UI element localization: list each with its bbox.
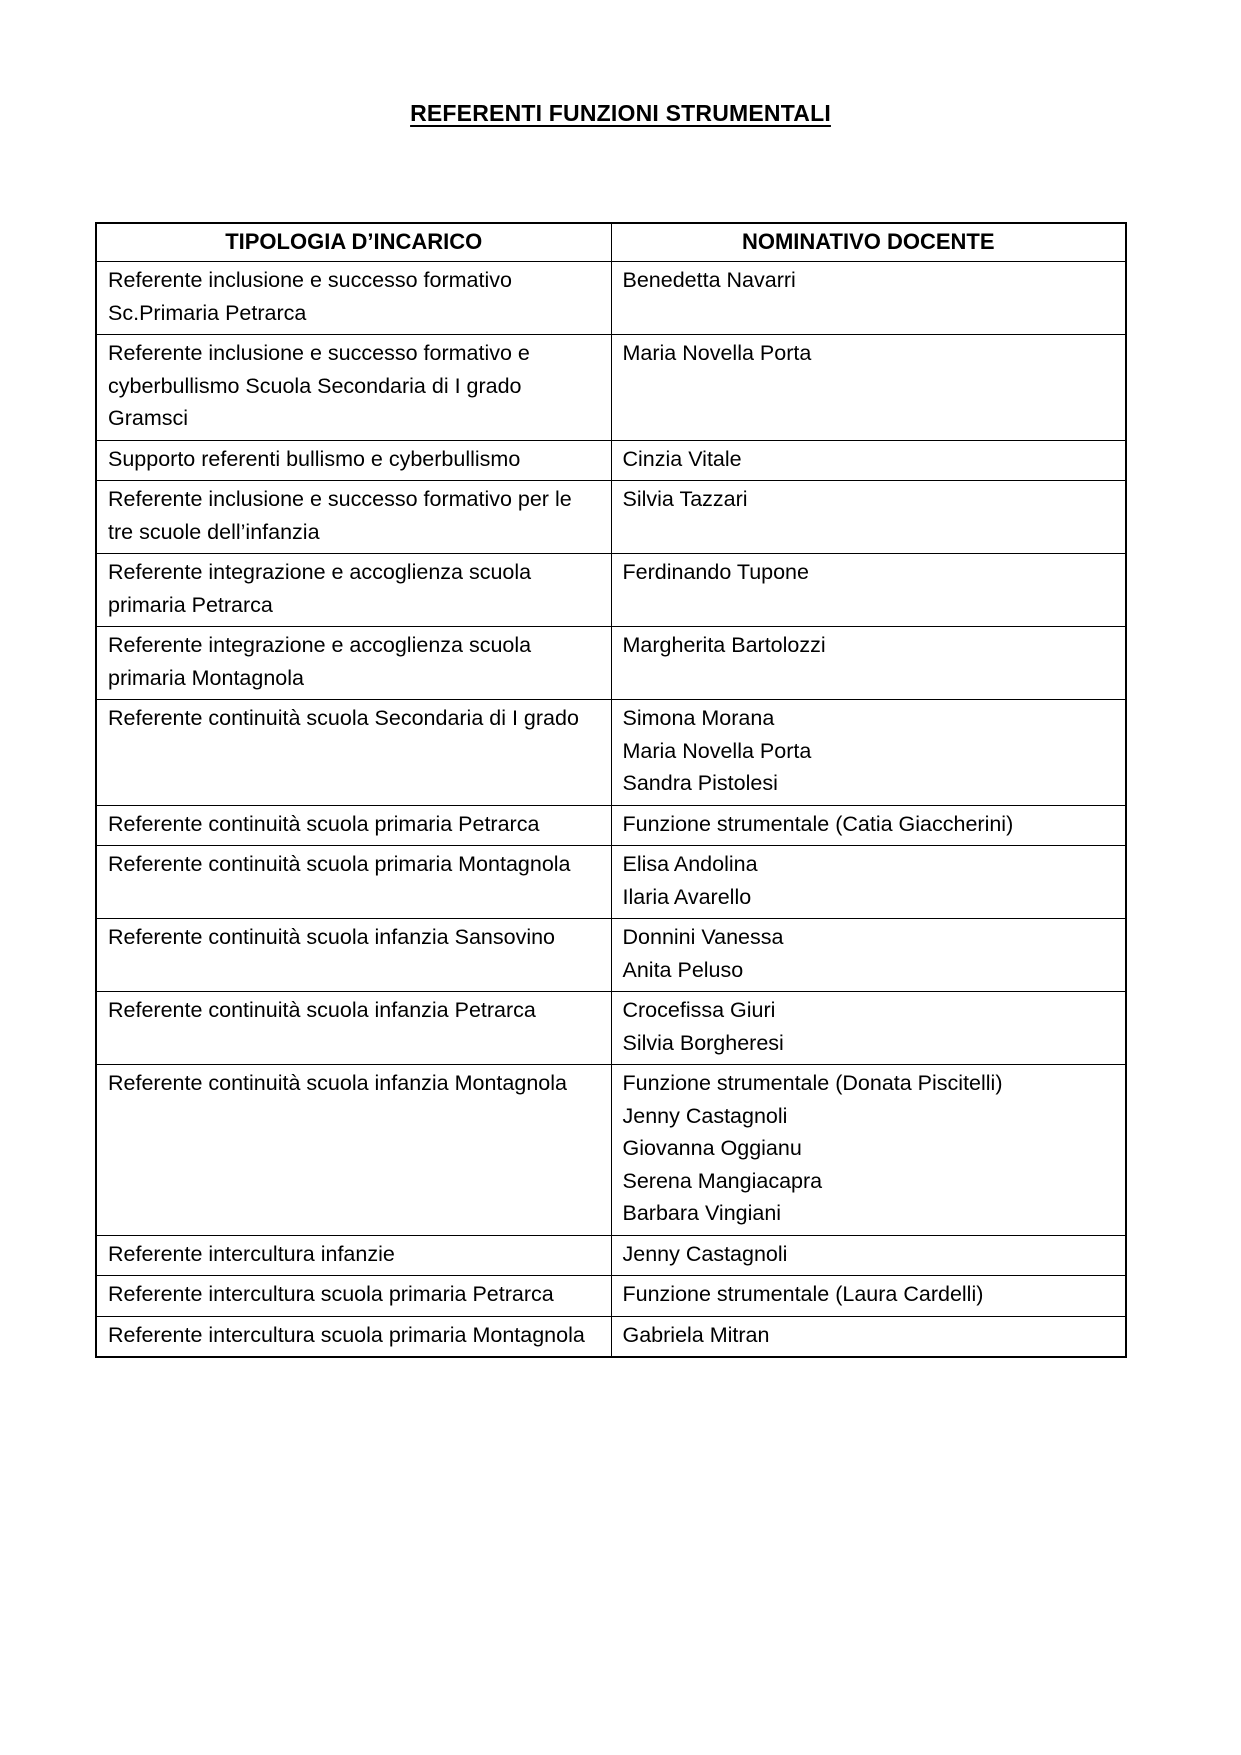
- incarico-cell: Referente integrazione e accoglienza scuola primaria Petrarca: [96, 554, 611, 627]
- table-row: [96, 919, 1126, 992]
- docente-name: Jenny Castagnoli: [622, 1241, 788, 1266]
- docente-cell: [611, 1316, 1126, 1357]
- docente-name: Maria Novella Porta: [622, 738, 812, 763]
- table-row: [96, 846, 1126, 919]
- incarico-cell: Referente continuità scuola infanzia Petrarca: [96, 992, 611, 1065]
- incarico-cell: Supporto referenti bullismo e cyberbullismo: [96, 440, 611, 481]
- docente-name: Silvia Borgheresi: [622, 1030, 784, 1055]
- docente-name: Ilaria Avarello: [622, 884, 752, 909]
- incarico-cell: Referente continuità scuola infanzia Montagnola: [96, 1065, 611, 1236]
- docente-cell: [611, 1235, 1126, 1276]
- incarico-cell: Referente continuità scuola Secondaria di I grado: [96, 700, 611, 806]
- incarico-cell: Referente continuità scuola infanzia Sansovino: [96, 919, 611, 992]
- table-header: [96, 223, 1126, 262]
- table-row: [96, 700, 1126, 806]
- docente-name: Simona Morana: [622, 706, 775, 730]
- docente-name: Sandra Pistolesi: [622, 771, 778, 795]
- table-row: [96, 262, 1126, 335]
- docente-name: Ferdinando Tupone: [622, 560, 809, 584]
- docente-cell: [611, 627, 1126, 700]
- incarico-cell: Referente integrazione e accoglienza scuola primaria Montagnola: [96, 627, 611, 700]
- docente-cell: [611, 992, 1126, 1065]
- incarico-cell: Referente inclusione e successo formativo Sc.Primaria Petrarca: [96, 262, 611, 335]
- table-row: [96, 1276, 1126, 1317]
- incarico-cell: Referente continuità scuola primaria Montagnola: [96, 846, 611, 919]
- docente-name: Maria Novella Porta: [622, 341, 812, 365]
- docente-cell: [611, 919, 1126, 992]
- docente-cell: [611, 1065, 1126, 1236]
- table-row: [96, 992, 1126, 1065]
- docente-name: Funzione strumentale (Donata Piscitelli): [622, 1071, 1003, 1095]
- docente-name: Donnini Vanessa: [622, 925, 784, 949]
- docente-cell: [611, 481, 1126, 554]
- docente-name: Cinzia Vitale: [622, 446, 742, 471]
- docente-name: Barbara Vingiani: [622, 1201, 782, 1225]
- docente-name: Giovanna Oggianu: [622, 1136, 802, 1160]
- docente-cell: [611, 1276, 1126, 1317]
- docente-name: Crocefissa Giuri: [622, 998, 776, 1022]
- table-body: [96, 262, 1126, 1358]
- docente-cell: [611, 554, 1126, 627]
- docente-cell: [611, 700, 1126, 806]
- docente-cell: [611, 805, 1126, 846]
- table-row: [96, 1235, 1126, 1276]
- docente-name: Funzione strumentale (Catia Giaccherini): [622, 811, 1014, 836]
- table-row: [96, 440, 1126, 481]
- table-row: [96, 335, 1126, 441]
- header-row: [96, 223, 1126, 262]
- incarico-cell: Referente intercultura scuola primaria Montagnola: [96, 1316, 611, 1357]
- column-header-nominativo-docente: NOMINATIVO DOCENTE: [611, 223, 1126, 262]
- docente-name: Silvia Tazzari: [622, 487, 748, 511]
- docente-cell: [611, 846, 1126, 919]
- docente-name: Gabriela Mitran: [622, 1322, 770, 1347]
- referenti-table: [95, 222, 1127, 1358]
- docente-cell: [611, 335, 1126, 441]
- docente-name: Margherita Bartolozzi: [622, 633, 826, 657]
- document-title: REFERENTI FUNZIONI STRUMENTALI: [410, 100, 831, 126]
- docente-cell: [611, 440, 1126, 481]
- table-row: [96, 554, 1126, 627]
- incarico-cell: Referente inclusione e successo formativo e cyberbullismo Scuola Secondaria di I grado Gramsci: [96, 335, 611, 441]
- docente-name: Elisa Andolina: [622, 852, 758, 876]
- docente-name: Anita Peluso: [622, 957, 744, 982]
- docente-name: Funzione strumentale (Laura Cardelli): [622, 1282, 984, 1306]
- table-row: [96, 481, 1126, 554]
- incarico-cell: Referente intercultura infanzie: [96, 1235, 611, 1276]
- incarico-cell: Referente inclusione e successo formativo per le tre scuole dell’infanzia: [96, 481, 611, 554]
- incarico-cell: Referente continuità scuola primaria Petrarca: [96, 805, 611, 846]
- column-header-tipologia-incarico: TIPOLOGIA D’INCARICO: [96, 223, 611, 262]
- table-row: [96, 1065, 1126, 1236]
- docente-name: Serena Mangiacapra: [622, 1168, 823, 1193]
- table-row: [96, 1316, 1126, 1357]
- docente-cell: [611, 262, 1126, 335]
- table-row: [96, 805, 1126, 846]
- docente-name: Jenny Castagnoli: [622, 1103, 788, 1128]
- docente-name: Benedetta Navarri: [622, 268, 796, 292]
- table-row: [96, 627, 1126, 700]
- incarico-cell: Referente intercultura scuola primaria Petrarca: [96, 1276, 611, 1317]
